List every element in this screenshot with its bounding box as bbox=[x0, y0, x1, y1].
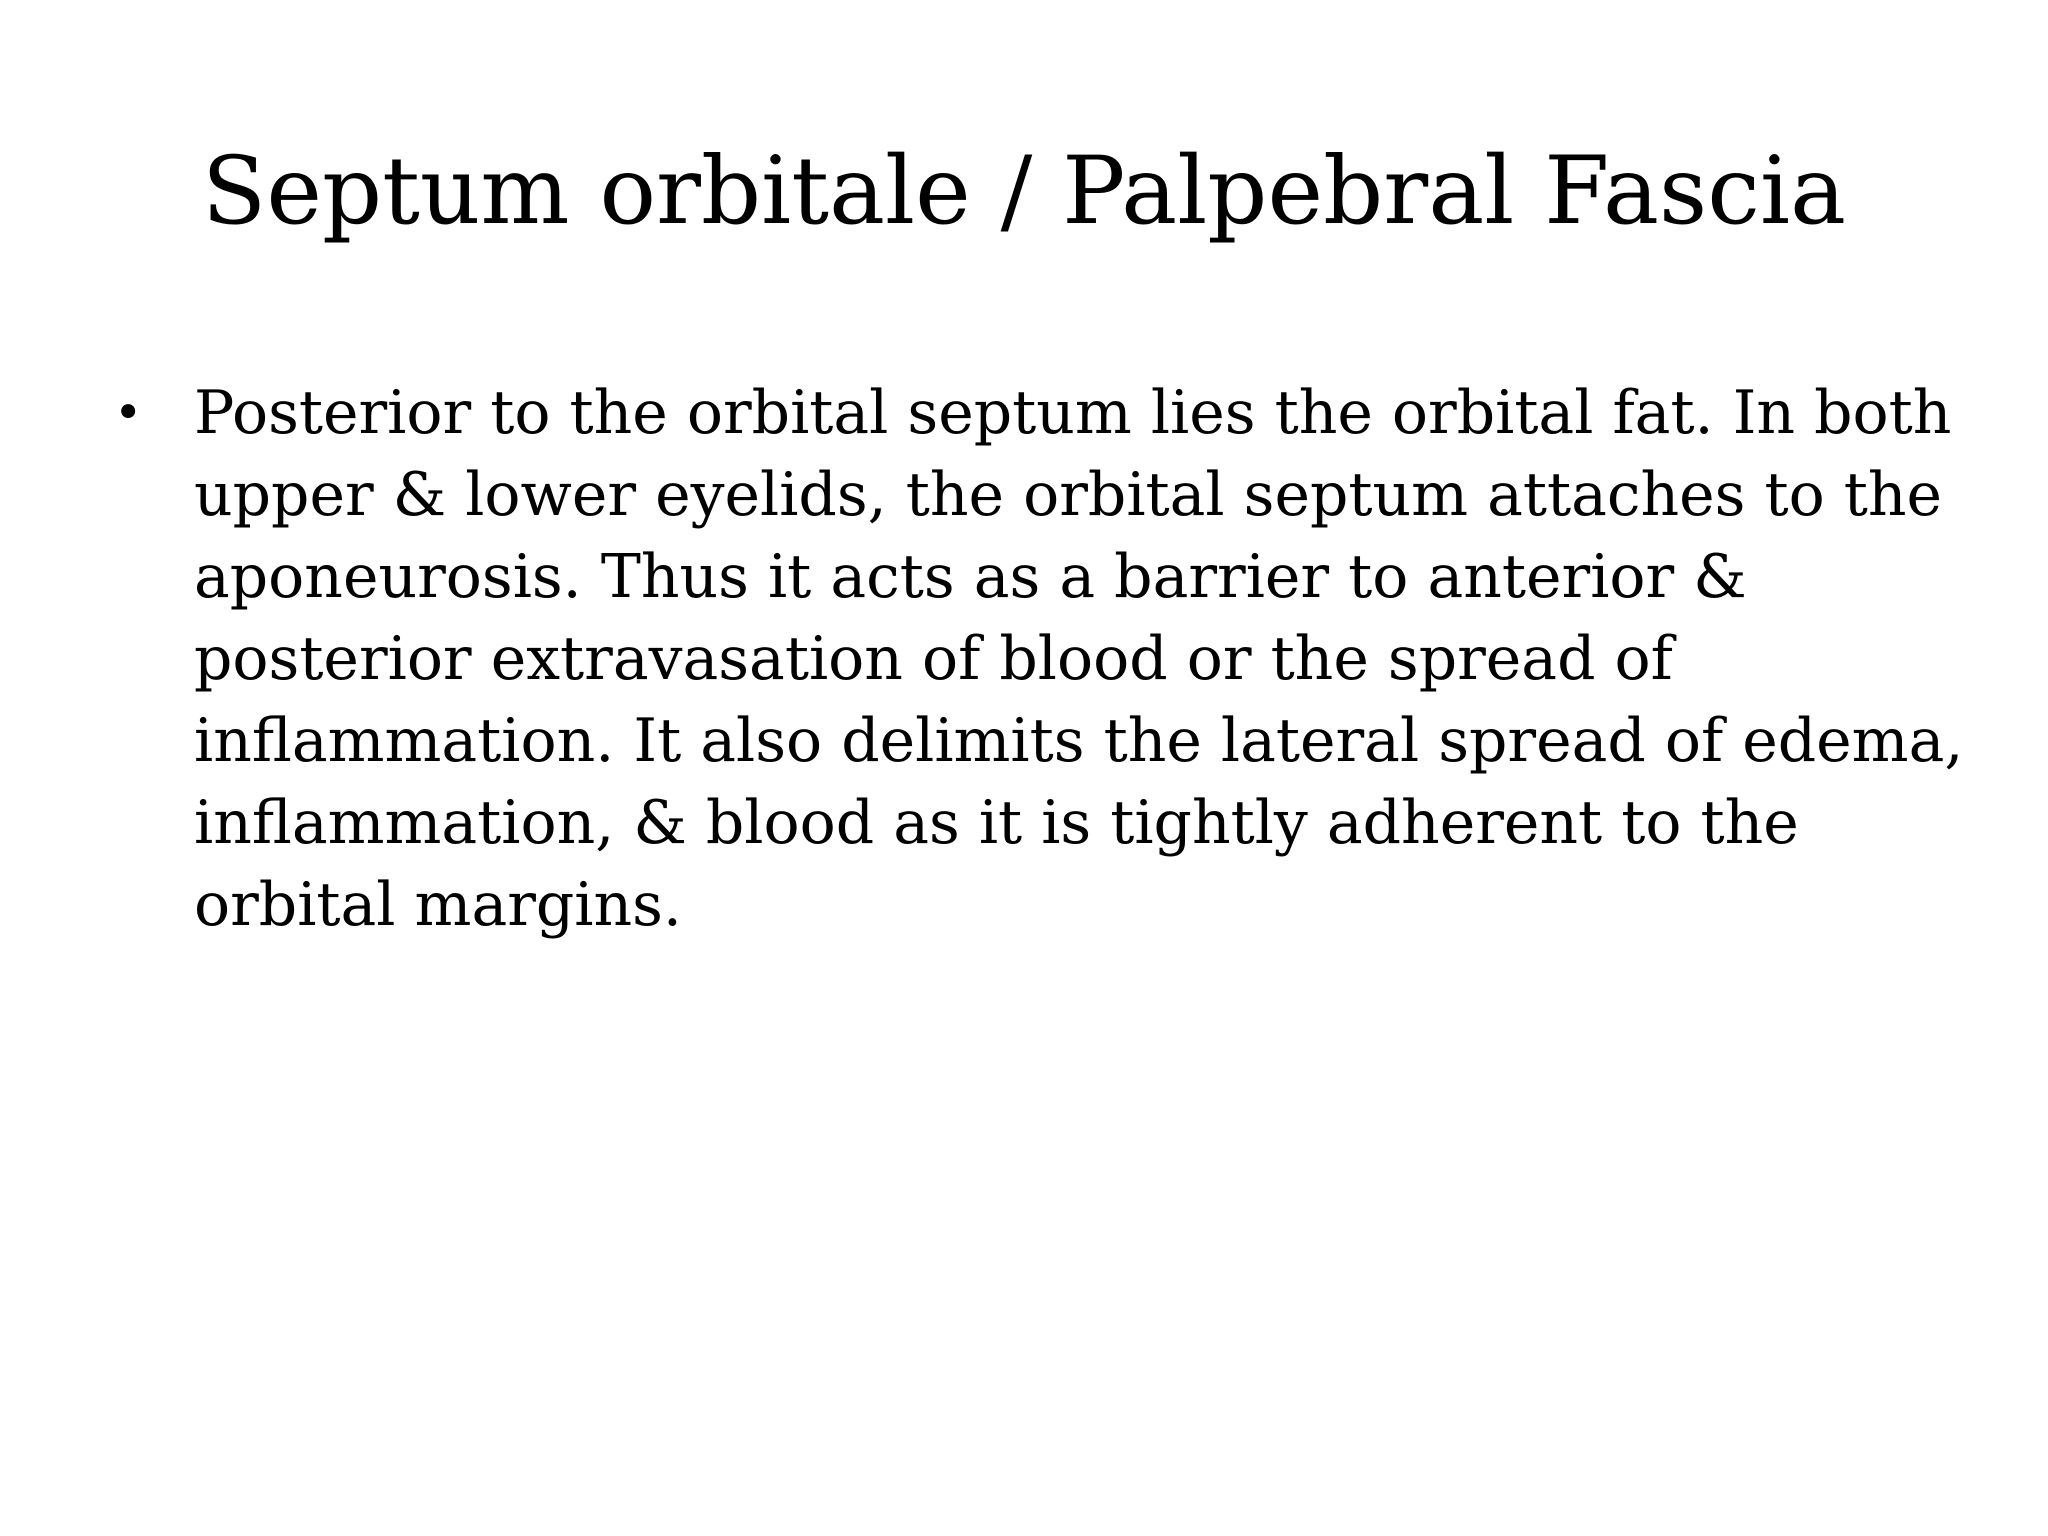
bullet-item bbox=[106, 372, 1966, 946]
bullet-list bbox=[106, 372, 1966, 946]
slide-title: Septum orbitale / Palpebral Fascia bbox=[201, 137, 1847, 246]
bullet-text: Posterior to the orbital septum lies the orbital fat. In both upper & lower eyelids, the orbital septum attaches to the aponeurosis. Thus it acts as a barrier to anterior & posterior extravasation of blood or the spread of inflammation. It also delimits the lateral spread of edema, inflammation, & blood as it is tightly adherent to the orbital margins. bbox=[194, 378, 1964, 940]
bullet-dot-icon: • bbox=[114, 385, 143, 441]
